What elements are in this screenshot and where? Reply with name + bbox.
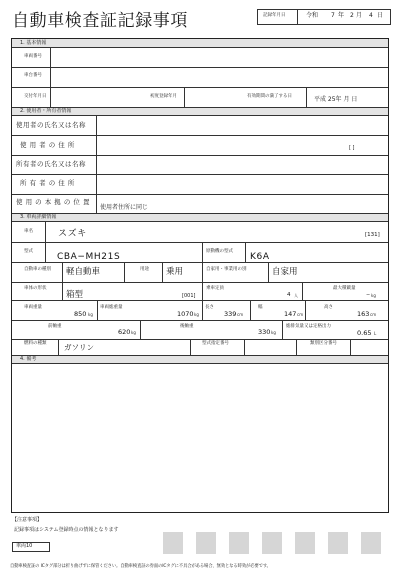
section3-heading: 3. 車両詳細情報 — [20, 214, 57, 220]
length-label: 長さ — [205, 305, 214, 310]
max-load-value: − — [366, 292, 371, 298]
code-square — [163, 532, 183, 554]
expiry-value: 平成 25年 月 日 — [314, 96, 358, 103]
model-value: CBA−MH21S — [57, 252, 121, 262]
total-weight-label: 車両総重量 — [100, 305, 123, 310]
gross-weight-value: 850 — [74, 310, 87, 318]
private-label: 自家用・事業用の別 — [206, 267, 247, 272]
make-value: スズキ — [58, 229, 87, 239]
rear-axle-label: 後軸重 — [180, 324, 194, 329]
issue-date-year: 7 — [331, 12, 335, 19]
width-value: 147 — [284, 310, 297, 318]
owner-address-label: 所 有 者 の 住 所 — [20, 179, 75, 187]
vehicle-number-label: 車両番号 — [24, 54, 42, 59]
base-location-label: 使 用 の 本 拠 の 位 置 — [16, 198, 90, 206]
front-axle-label: 前軸重 — [48, 324, 62, 329]
remarks-area — [12, 363, 388, 512]
rear-axle-value: 330 — [258, 328, 271, 336]
displacement-unit: L — [374, 331, 377, 336]
expiry-label: 有効期間の満了する日 — [247, 94, 292, 99]
type-designation-label: 型式指定番号 — [202, 341, 229, 346]
height-label: 高さ — [324, 305, 333, 310]
max-load-label: 最大積載量 — [333, 286, 356, 291]
code-square — [295, 532, 315, 554]
private-value: 自家用 — [272, 267, 298, 277]
length-value: 339 — [224, 310, 237, 318]
engine-value: K6A — [250, 252, 270, 262]
body-value: 箱型 — [66, 290, 84, 300]
serial-label: 車両10 — [16, 543, 33, 549]
code-square — [229, 532, 249, 554]
category-number-label: 類別区分番号 — [310, 341, 337, 346]
total-weight-value: 1070 — [177, 310, 194, 318]
use-value: 乗用 — [166, 267, 184, 277]
displacement-value: 0.65 — [357, 329, 372, 337]
width-unit: cm — [297, 312, 304, 317]
fuel-value: ガソリン — [64, 343, 94, 352]
base-location-value: 使用者住所に同じ — [100, 204, 149, 211]
first-registration-label: 初度登録年月 — [150, 94, 177, 99]
owner-name-label: 所有者の氏名又は名称 — [16, 160, 86, 168]
issued-date-label: 交付年月日 — [24, 94, 47, 99]
code-square — [328, 532, 348, 554]
issue-date-era: 令和 — [306, 12, 319, 19]
code-square — [361, 532, 381, 554]
issue-date-day-unit: 日 — [377, 12, 384, 19]
section2-heading: 2. 使用者・所有者情報 — [20, 108, 72, 114]
engine-label: 原動機の型式 — [206, 249, 233, 254]
category-label: 自動車の種別 — [24, 267, 51, 272]
section1-heading: 1. 基本情報 — [20, 40, 47, 46]
category-value: 軽自動車 — [66, 267, 101, 277]
capacity-label: 乗車定員 — [206, 286, 224, 291]
user-address-bracket: [ ] — [349, 145, 355, 151]
user-name-label: 使用者の氏名又は名称 — [16, 121, 86, 129]
issue-date-month-unit: 月 — [356, 12, 363, 19]
body-code: [001] — [182, 293, 196, 299]
code-square — [196, 532, 216, 554]
rear-axle-unit: kg — [271, 330, 276, 335]
length-unit: cm — [237, 312, 244, 317]
front-axle-unit: kg — [131, 330, 136, 335]
displacement-label: 総排気量又は定格出力 — [286, 324, 331, 329]
user-address-label: 使 用 者 の 住 所 — [20, 141, 75, 149]
capacity-value: 4 — [287, 292, 291, 298]
notes-line: 記録事項はシステム登録時点の情報となります — [14, 527, 119, 533]
model-label: 型式 — [24, 249, 33, 254]
make-code: [131] — [365, 232, 380, 238]
notes-heading: 【注意事項】 — [12, 517, 43, 523]
code-square — [262, 532, 282, 554]
section4-heading: 4. 備考 — [20, 356, 37, 362]
width-label: 幅 — [258, 305, 263, 310]
gross-weight-unit: kg — [88, 312, 93, 317]
page-title: 自動車検査証記録事項 — [12, 11, 188, 31]
max-load-unit: kg — [371, 293, 376, 298]
capacity-unit: 人 — [294, 293, 298, 298]
chassis-number-label: 車台番号 — [24, 73, 42, 78]
use-label: 用途 — [140, 267, 149, 272]
issue-date-year-unit: 年 — [338, 12, 345, 19]
body-label: 車体の形状 — [24, 286, 47, 291]
issue-date-month: 2 — [350, 12, 354, 19]
front-axle-value: 620 — [118, 328, 131, 336]
issue-date-label: 記録年月日 — [263, 13, 286, 18]
bottom-disclaimer: 自動車検査証の ICタグ部分は折り曲げずに保管ください。自動車検査証の券面のICタグに不具合がある場合、無効となる時効が必要です。 — [10, 564, 271, 569]
height-value: 163 — [357, 310, 370, 318]
total-weight-unit: kg — [194, 312, 199, 317]
issue-date-day: 4 — [369, 12, 373, 19]
height-unit: cm — [370, 312, 377, 317]
fuel-label: 燃料の種類 — [24, 341, 47, 346]
make-label: 車名 — [24, 229, 33, 234]
gross-weight-label: 車両重量 — [24, 305, 42, 310]
